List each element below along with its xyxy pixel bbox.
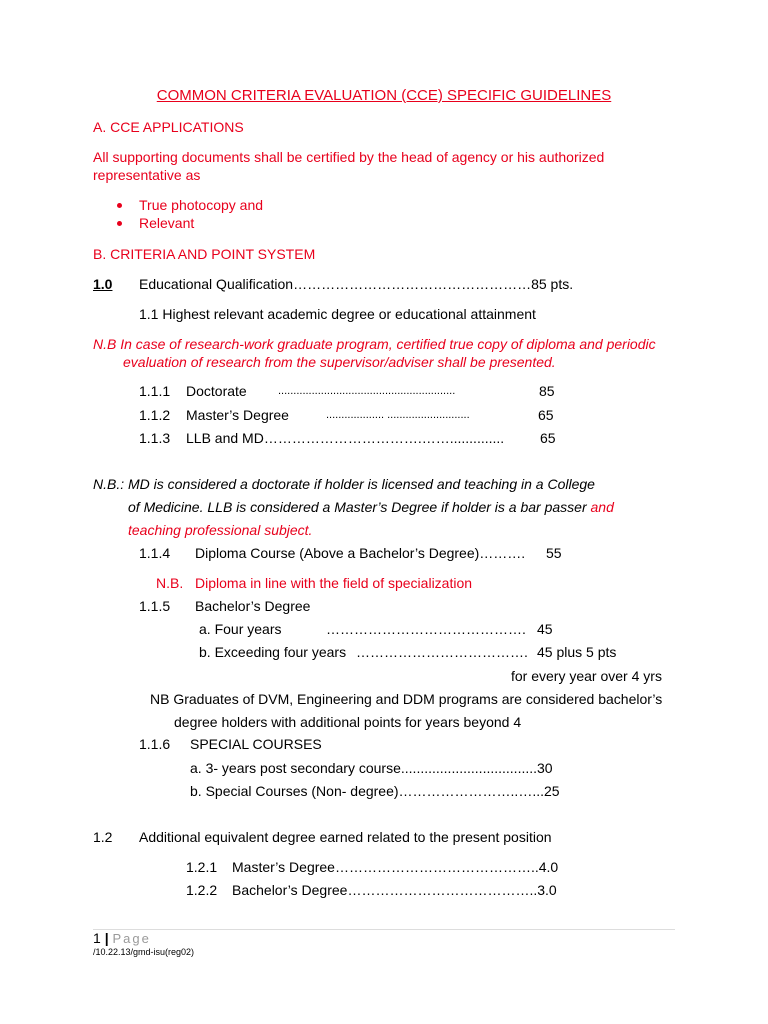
nb-note-text: of Medicine. LLB is considered a Master’s Degree if holder is a bar passer (128, 499, 587, 515)
nb-note (128, 498, 614, 516)
item-number: 1.1.5 (139, 598, 171, 614)
nb-note: degree holders with additional points for years beyond 4 (174, 714, 522, 730)
item-number: 1.0 (93, 276, 113, 292)
sub-item-dots: ………………………………. (356, 644, 528, 660)
item-text: Bachelor’s Degree (195, 598, 311, 614)
degree-number: 1.1.3 (139, 430, 171, 446)
nb-note-red-text: and (586, 499, 614, 515)
item-number: 1.2.1 (186, 859, 218, 875)
sub-item-dots: ……………………………………. (326, 621, 526, 637)
item-text: Master’s Degree……………………………………..4.0 (232, 859, 559, 875)
item-text: Educational Qualification……………………………………………85 pts. (139, 276, 574, 292)
section-a-paragraph-line1: All supporting documents shall be certified by the head of agency or his authorized (93, 149, 605, 165)
nb-note: evaluation of research from the supervisor/adviser shall be presented. (123, 354, 556, 370)
degree-points: 65 (540, 430, 556, 446)
footer-code: /10.22.13/gmd-isu(reg02) (93, 947, 195, 957)
sub-item: a. Four years (199, 621, 282, 637)
degree-label: Doctorate (186, 383, 247, 399)
degree-points: 65 (538, 407, 554, 423)
degree-label: Master’s Degree (186, 407, 289, 423)
item-number: 1.2.2 (186, 882, 218, 898)
degree-dots: .......................................................... (278, 385, 456, 397)
nb-note: teaching professional subject. (128, 522, 313, 538)
bullet-item: Relevant (139, 215, 195, 231)
sub-item-extra: for every year over 4 yrs (511, 668, 662, 684)
sub-item: a. 3- years post secondary course...................................30 (190, 760, 553, 776)
nb-note: N.B.: MD is considered a doctorate if holder is licensed and teaching in a College (93, 476, 595, 492)
section-a-heading: A. CCE APPLICATIONS (93, 119, 244, 135)
bullet-item: True photocopy and (139, 197, 264, 213)
nb-note: Diploma in line with the field of specialization (195, 575, 473, 591)
item-text: Bachelor’s Degree…………………………………..3.0 (232, 882, 557, 898)
item-number: 1.1.6 (139, 736, 171, 752)
item-text: 1.1 Highest relevant academic degree or educational attainment (139, 306, 536, 322)
item-text: SPECIAL COURSES (190, 736, 322, 752)
page-separator: | (104, 930, 109, 946)
bullet-dot-icon (117, 203, 122, 208)
degree-number: 1.1.2 (139, 407, 171, 423)
item-number: 1.1.4 (139, 545, 171, 561)
footer-divider (93, 929, 675, 930)
sub-item-points: 45 plus 5 pts (537, 644, 617, 660)
bullet-dot-icon (117, 221, 122, 226)
item-number: 1.2 (93, 829, 113, 845)
degree-points: 85 (539, 383, 555, 399)
sub-item: b. Exceeding four years (199, 644, 347, 660)
item-text: Diploma Course (Above a Bachelor’s Degree)………. (195, 545, 526, 561)
nb-note: NB Graduates of DVM, Engineering and DDM programs are considered bachelor’s (150, 691, 663, 707)
sub-item: b. Special Courses (Non- degree)……………………..…...25 (190, 783, 560, 799)
nb-note-label: N.B. (156, 575, 184, 591)
section-b-heading: B. CRITERIA AND POINT SYSTEM (93, 246, 316, 262)
degree-number: 1.1.1 (139, 383, 171, 399)
degree-label: LLB and MD…………………………….…….............. (186, 430, 505, 446)
section-a-paragraph-line2: representative as (93, 167, 201, 183)
page-label: Page (112, 931, 151, 946)
page-number: 1 (93, 930, 101, 946)
nb-note: N.B In case of research-work graduate program, certified true copy of diploma and periodic (93, 336, 656, 352)
degree-dots: ................... ........................... (326, 409, 470, 421)
item-text: Additional equivalent degree earned related to the present position (139, 829, 552, 845)
sub-item-points: 45 (537, 621, 553, 637)
item-points: 55 (546, 545, 562, 561)
page-title: COMMON CRITERIA EVALUATION (CCE) SPECIFIC GUIDELINES (156, 87, 612, 104)
